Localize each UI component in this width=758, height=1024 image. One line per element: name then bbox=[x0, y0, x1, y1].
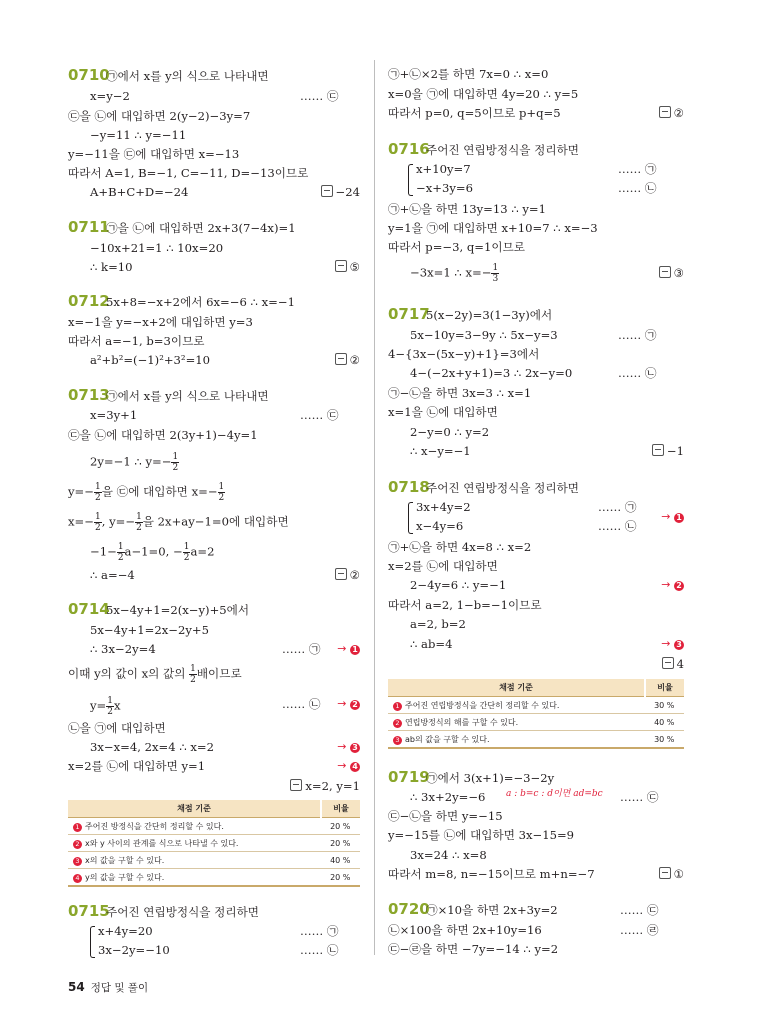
text-line: x=−1을 y=−x+2에 대입하면 y=3 bbox=[68, 315, 253, 329]
text-line: 3x−2y=−10 bbox=[98, 943, 170, 957]
text-line: ㉠에서 x를 y의 식으로 나타내면 bbox=[106, 389, 269, 403]
text-line: ㉠+㉡을 하면 13y=13 ∴ y=1 bbox=[388, 202, 547, 216]
fraction: $\frac{1}{2}$ bbox=[218, 482, 225, 503]
answer: ⑤ bbox=[335, 259, 360, 275]
text-line: 4−{3x−(5x−y)+1}=3에서 bbox=[388, 347, 540, 361]
problem-number: 0720 bbox=[388, 900, 430, 918]
table-row: 2 연립방정식의 해를 구할 수 있다. 40 % bbox=[388, 714, 684, 731]
text-line: x=1을 ㉡에 대입하면 bbox=[388, 405, 498, 419]
text-line: 5(x−2y)=3(1−3y)에서 bbox=[426, 308, 553, 322]
equation-marker: …… ㉠ bbox=[598, 500, 637, 514]
text-line: 3x+4y=2 bbox=[416, 500, 471, 514]
equation-marker: …… ㉢ bbox=[620, 903, 659, 917]
text-line: x+4y=20 bbox=[98, 924, 153, 938]
text-line: ㉡을 ㉠에 대입하면 bbox=[68, 721, 166, 735]
equation-marker: …… ㉢ bbox=[300, 89, 339, 103]
text-line: 주어진 연립방정식을 정리하면 bbox=[426, 481, 579, 495]
answer: ② bbox=[659, 105, 684, 121]
text-line: ㉡×100을 하면 2x+10y=16 bbox=[388, 923, 542, 937]
text-line: ㉠−㉡을 하면 3x=3 ∴ x=1 bbox=[388, 386, 532, 400]
step-marker: → 4 bbox=[337, 758, 360, 774]
text-line: 따라서 A=1, B=−1, C=−11, D=−13이므로 bbox=[68, 166, 309, 180]
answer-icon bbox=[335, 568, 347, 580]
problem-number: 0717 bbox=[388, 305, 430, 323]
text-line: 3x=24 ∴ x=8 bbox=[410, 848, 487, 862]
page-footer bbox=[68, 980, 148, 995]
text-line: 이때 y의 값이 x의 값의 $\frac{1}{2}$ 배이므로 bbox=[68, 664, 242, 685]
system-brace bbox=[408, 164, 413, 196]
text-line: ∴ x−y=−1 bbox=[410, 444, 471, 458]
equation-marker: …… ㉡ bbox=[618, 366, 657, 380]
problem-number: 0710 bbox=[68, 66, 110, 84]
equation-marker: …… ㉣ bbox=[620, 923, 659, 937]
answer: x=2, y=1 bbox=[290, 778, 360, 794]
grading-table bbox=[388, 679, 684, 749]
text-line: 5x−10y=3−9y ∴ 5x−y=3 bbox=[410, 328, 558, 342]
equation-marker: …… ㉠ bbox=[282, 642, 321, 656]
text-line: ㉠+㉡을 하면 4x=8 ∴ x=2 bbox=[388, 540, 532, 554]
text-line: y=−15를 ㉡에 대입하면 3x−15=9 bbox=[388, 828, 575, 842]
text-line: −x+3y=6 bbox=[416, 181, 473, 195]
system-brace bbox=[408, 502, 413, 534]
text-line: ㉢−㉣을 하면 −7y=−14 ∴ y=2 bbox=[388, 942, 559, 956]
problem-number: 0719 bbox=[388, 768, 430, 786]
equation-marker: …… ㉠ bbox=[618, 162, 657, 176]
problem-number: 0714 bbox=[68, 600, 110, 618]
problem-number: 0715 bbox=[68, 902, 110, 920]
equation-marker: …… ㉡ bbox=[282, 697, 321, 711]
text-line: A+B+C+D=−24 bbox=[90, 185, 189, 199]
column-divider bbox=[374, 60, 375, 955]
table-header: 비율 bbox=[645, 679, 684, 697]
text-line: −1− $\frac{1}{2}$ a−1=0, − $\frac{1}{2}$ a=2 bbox=[90, 542, 215, 563]
text-line: 따라서 a=2, 1−b=−1이므로 bbox=[388, 598, 542, 612]
table-row: 2 x와 y 사이의 관계를 식으로 나타낼 수 있다. 20 % bbox=[68, 835, 360, 852]
table-row: 1 주어진 연립방정식을 간단히 정리할 수 있다. 30 % bbox=[388, 697, 684, 714]
text-line: ㉢−㉡을 하면 y=−15 bbox=[388, 809, 503, 823]
answer: ② bbox=[335, 567, 360, 583]
problem-number: 0718 bbox=[388, 478, 430, 496]
equation-marker: …… ㉡ bbox=[598, 519, 637, 533]
equation-marker: …… ㉡ bbox=[618, 181, 657, 195]
answer: −1 bbox=[652, 443, 684, 459]
text-line: 5x−4y+1=2x−2y+5 bbox=[90, 623, 210, 637]
text-line: ㉠에서 3(x+1)=−3−2y bbox=[426, 771, 555, 785]
text-line: 5x+8=−x+2에서 6x=−6 ∴ x=−1 bbox=[106, 295, 295, 309]
step-marker: → 3 bbox=[337, 739, 360, 755]
table-row: 1 주어진 방정식을 간단히 정리할 수 있다. 20 % bbox=[68, 818, 360, 835]
answer: 4 bbox=[662, 656, 684, 672]
text-line: −3x=1 ∴ x=− $\frac{1}{3}$ bbox=[410, 263, 499, 284]
text-line: a²+b²=(−1)²+3²=10 bbox=[90, 353, 211, 367]
text-line: ㉢을 ㉡에 대입하면 2(y−2)−3y=7 bbox=[68, 109, 251, 123]
table-row: 3 ab의 값을 구할 수 있다. 30 % bbox=[388, 731, 684, 749]
equation-marker: …… ㉢ bbox=[620, 790, 659, 804]
text-line: x=0을 ㉠에 대입하면 4y=20 ∴ y=5 bbox=[388, 87, 579, 101]
text-line: 따라서 m=8, n=−15이므로 m+n=−7 bbox=[388, 867, 595, 881]
answer-icon bbox=[652, 444, 664, 456]
text-line: ∴ 3x−2y=4 bbox=[90, 642, 156, 656]
text-line: 2−y=0 ∴ y=2 bbox=[410, 425, 490, 439]
answer-icon bbox=[659, 266, 671, 278]
text-line: ㉢을 ㉡에 대입하면 2(3y+1)−4y=1 bbox=[68, 428, 258, 442]
text-line: a=2, b=2 bbox=[410, 617, 466, 631]
text-line: x=3y+1 bbox=[90, 408, 138, 422]
problem-number: 0713 bbox=[68, 386, 110, 404]
equation-marker: …… ㉠ bbox=[300, 924, 339, 938]
table-row: 3 x의 값을 구할 수 있다. 40 % bbox=[68, 852, 360, 869]
text-line: x−4y=6 bbox=[416, 519, 464, 533]
text-line: ㉠을 ㉡에 대입하면 2x+3(7−4x)=1 bbox=[106, 221, 296, 235]
problem-number: 0711 bbox=[68, 218, 110, 236]
grading-table bbox=[68, 800, 360, 887]
step-marker: → 1 bbox=[337, 641, 360, 657]
text-line: y=− $\frac{1}{2}$ 을 ㉢에 대입하면 x=− $\frac{1}{2}$ bbox=[68, 482, 225, 503]
fraction: $\frac{1}{2}$ bbox=[136, 512, 142, 533]
answer-icon bbox=[321, 185, 333, 197]
system-brace bbox=[90, 926, 95, 958]
table-header: 채점 기준 bbox=[388, 679, 645, 697]
fraction: $\frac{1}{2}$ bbox=[117, 542, 124, 563]
table-header: 비율 bbox=[321, 800, 360, 818]
text-line: y=−11을 ㉢에 대입하면 x=−13 bbox=[68, 147, 240, 161]
text-line: y= $\frac{1}{2}$ x bbox=[90, 696, 121, 717]
text-line: x=2를 ㉡에 대입하면 bbox=[388, 559, 498, 573]
text-line: 2y=−1 ∴ y=− $\frac{1}{2}$ bbox=[90, 452, 179, 473]
text-line: 주어진 연립방정식을 정리하면 bbox=[106, 905, 259, 919]
fraction: $\frac{1}{2}$ bbox=[107, 696, 113, 717]
text-line: x+10y=7 bbox=[416, 162, 471, 176]
text-line: −y=11 ∴ y=−11 bbox=[90, 128, 187, 142]
text-line: 따라서 a=−1, b=3이므로 bbox=[68, 334, 205, 348]
text-line: ∴ ab=4 bbox=[410, 637, 453, 651]
step-marker: → 2 bbox=[337, 696, 360, 712]
hint-note: a : b=c : d이면 ad=bc bbox=[506, 789, 603, 799]
answer: ② bbox=[335, 352, 360, 368]
text-line: 주어진 연립방정식을 정리하면 bbox=[426, 143, 579, 157]
answer-icon bbox=[335, 260, 347, 272]
equation-marker: …… ㉢ bbox=[300, 408, 339, 422]
text-line: 5x−4y+1=2(x−y)+5에서 bbox=[106, 603, 250, 617]
answer: ① bbox=[659, 866, 684, 882]
text-line: 따라서 p=−3, q=1이므로 bbox=[388, 240, 525, 254]
fraction: $\frac{1}{2}$ bbox=[190, 664, 196, 685]
answer: ③ bbox=[659, 265, 684, 281]
answer-icon bbox=[335, 353, 347, 365]
answer-icon bbox=[659, 106, 671, 118]
problem-number: 0716 bbox=[388, 140, 430, 158]
fraction: $\frac{1}{2}$ bbox=[183, 542, 190, 563]
answer-icon bbox=[659, 867, 671, 879]
text-line: −10x+21=1 ∴ 10x=20 bbox=[90, 241, 224, 255]
text-line: x=− $\frac{1}{2}$ , y=− $\frac{1}{2}$ 을 2x+ay−1=0에 대입하면 bbox=[68, 512, 289, 533]
text-line: 따라서 p=0, q=5이므로 p+q=5 bbox=[388, 106, 561, 120]
text-line: x=2를 ㉡에 대입하면 y=1 bbox=[68, 759, 206, 773]
fraction: $\frac{1}{3}$ bbox=[492, 263, 499, 284]
fraction: $\frac{1}{2}$ bbox=[94, 512, 101, 533]
text-line: 2−4y=6 ∴ y=−1 bbox=[410, 578, 507, 592]
table-header: 채점 기준 bbox=[68, 800, 321, 818]
step-marker: → 3 bbox=[661, 636, 684, 652]
text-line: ㉠×10을 하면 2x+3y=2 bbox=[426, 903, 558, 917]
problem-number: 0712 bbox=[68, 292, 110, 310]
equation-marker: …… ㉡ bbox=[300, 943, 339, 957]
text-line: x=y−2 bbox=[90, 89, 130, 103]
answer: −24 bbox=[321, 184, 360, 200]
answer-icon bbox=[290, 779, 302, 791]
text-line: ㉠에서 x를 y의 식으로 나타내면 bbox=[106, 69, 269, 83]
text-line: 4−(−2x+y+1)=3 ∴ 2x−y=0 bbox=[410, 366, 573, 380]
fraction: $\frac{1}{2}$ bbox=[172, 452, 179, 473]
table-row: 4 y의 값을 구할 수 있다. 20 % bbox=[68, 869, 360, 887]
text-line: ㉠+㉡×2를 하면 7x=0 ∴ x=0 bbox=[388, 67, 549, 81]
page-number: 54 bbox=[68, 980, 85, 994]
step-marker: → 2 bbox=[661, 577, 684, 593]
equation-marker: …… ㉠ bbox=[618, 328, 657, 342]
text-line: ∴ 3x+2y=−6 bbox=[410, 790, 486, 804]
step-marker: → 1 bbox=[661, 509, 684, 525]
text-line: ∴ a=−4 bbox=[90, 568, 135, 582]
text-line: 3x−x=4, 2x=4 ∴ x=2 bbox=[90, 740, 215, 754]
text-line: y=1을 ㉠에 대입하면 x+10=7 ∴ x=−3 bbox=[388, 221, 598, 235]
fraction: $\frac{1}{2}$ bbox=[94, 482, 101, 503]
text-line: ∴ k=10 bbox=[90, 260, 133, 274]
answer-icon bbox=[662, 657, 674, 669]
footer-title: 정답 및 풀이 bbox=[90, 982, 149, 994]
